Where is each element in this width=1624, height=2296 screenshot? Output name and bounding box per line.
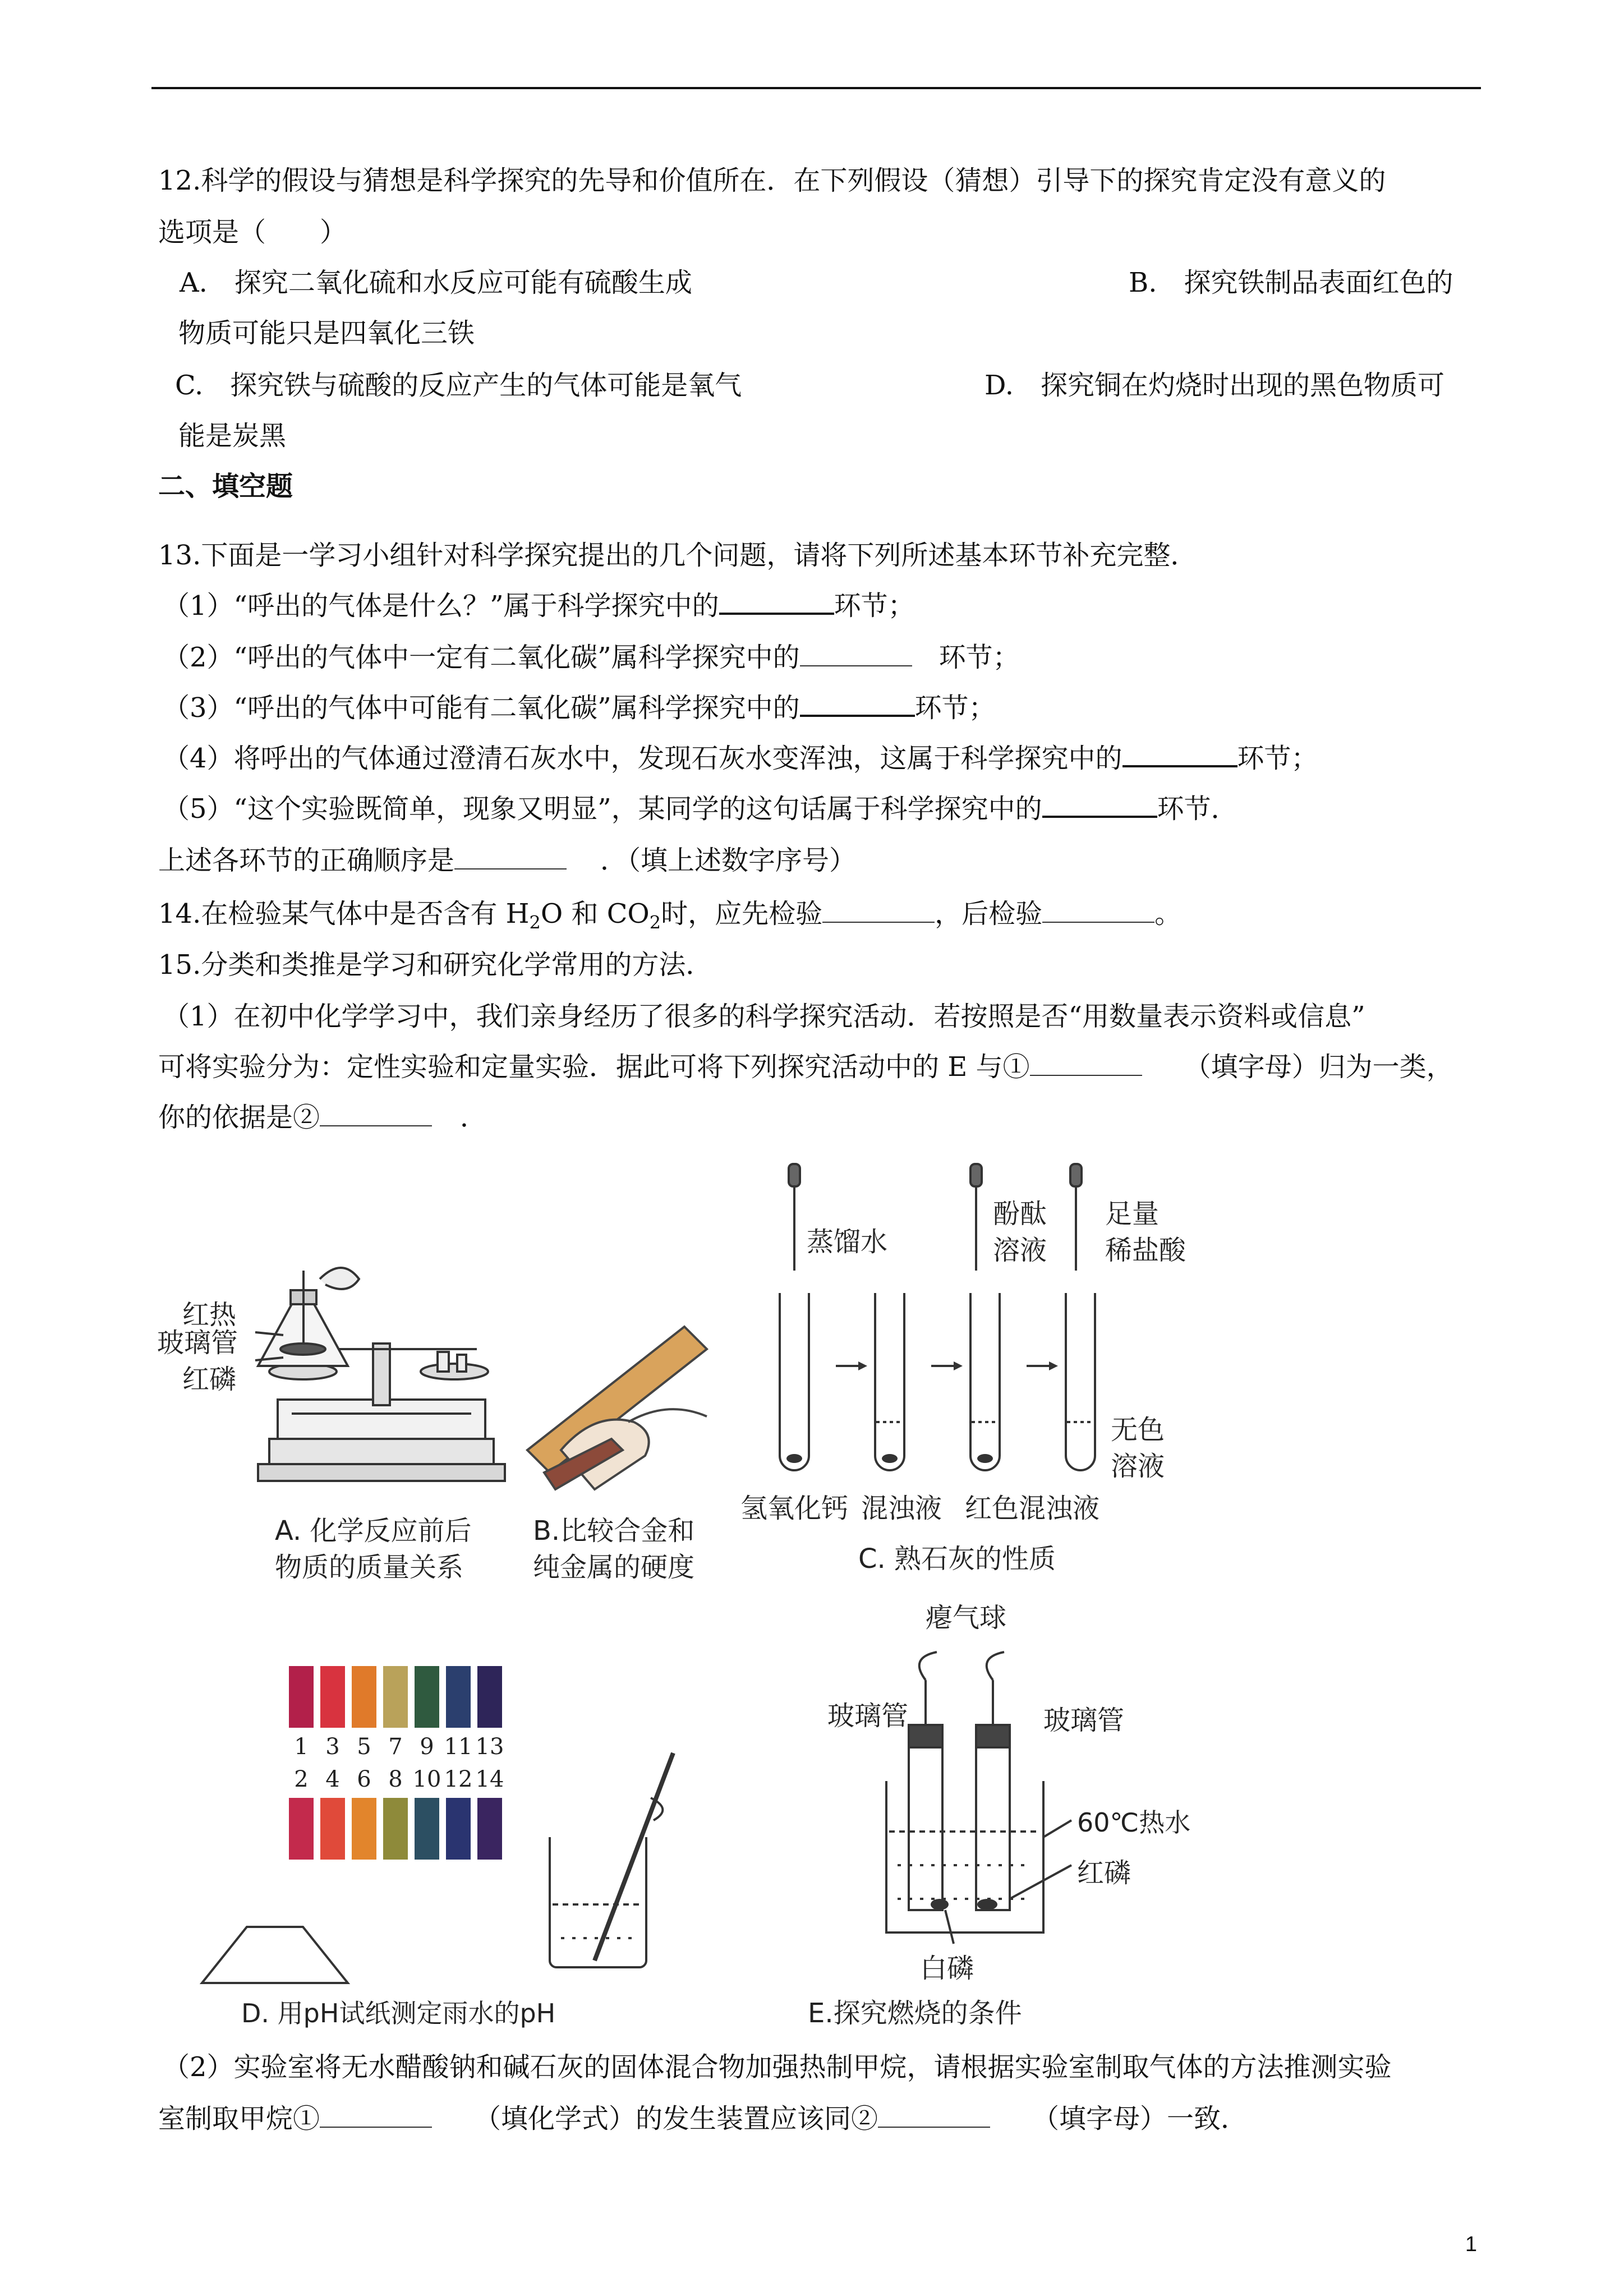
ph-swatch [320, 1798, 345, 1860]
ph-swatch [415, 1666, 439, 1728]
q13-order-tail: ．（填上述数字序号） [600, 845, 857, 876]
q15-part1-line1: （1）在初中化学学习中，我们亲身经历了很多的科学探究活动．若按照是否“用数量表示资料或信息” [163, 1001, 1365, 1032]
q13-item-5 [163, 791, 1238, 827]
q13-item-2-text: （2）“呼出的气体中一定有二氧化碳”属科学探究中的 [163, 642, 800, 673]
ph-swatch [415, 1798, 439, 1860]
answer-blank[interactable] [320, 2104, 432, 2128]
fig-e-balloon: 瘪气球 [926, 1602, 1007, 1634]
ph-swatch [477, 1666, 502, 1728]
fig-c-caption: C. 熟石灰的性质 [858, 1543, 1056, 1575]
q14-subscript-1: 2 [529, 912, 541, 933]
q13-item-2 [163, 639, 1020, 675]
answer-blank[interactable] [800, 692, 915, 717]
q15-part2-mid: （填化学式）的发生装置应该同② [474, 2103, 878, 2134]
ph-number-label: 9 [420, 1734, 434, 1760]
ph-number-label: 5 [357, 1734, 371, 1760]
q13-item-1-tail: 环节； [834, 590, 915, 622]
q14-text-d: ，后检验 [935, 898, 1043, 930]
q15-part2-tail: （填字母）一致． [1032, 2103, 1248, 2134]
ph-number-label: 11 [444, 1734, 473, 1760]
answer-blank[interactable] [1030, 1052, 1142, 1076]
q13-item-4-tail: 环节； [1237, 743, 1318, 774]
fig-c-acid-1: 足量 [1105, 1198, 1160, 1230]
fig-d-caption: D. 用pH试纸测定雨水的pH [241, 1998, 556, 2028]
q12-option-d-continued: 能是炭黑 [178, 420, 287, 452]
ph-number-row-top [294, 1734, 504, 1760]
fig-c-tube-4-label-1: 无色 [1111, 1414, 1165, 1446]
q13-item-4 [163, 740, 1318, 776]
fig-b-caption-2: 纯金属的硬度 [533, 1552, 695, 1583]
q12-option-b-continued: 物质可能只是四氧化三铁 [178, 318, 475, 349]
q13-item-3-text: （3）“呼出的气体中可能有二氧化碳”属科学探究中的 [163, 692, 800, 724]
q15-part1-line3 [158, 1099, 487, 1135]
answer-blank[interactable] [822, 899, 935, 923]
answer-blank[interactable] [1122, 743, 1237, 767]
ph-number-label: 1 [294, 1734, 309, 1760]
q14-text-a: 14.在检验某气体中是否含有 H [158, 898, 530, 930]
q15-stem: 15.分类和类推是学习和研究化学常用的方法． [158, 949, 713, 981]
q15-part1-end: ． [460, 1102, 487, 1133]
q15-part2-line2 [158, 2101, 1248, 2137]
fig-c-tube-1-label: 氢氧化钙 [740, 1493, 849, 1524]
fig-c-tube-4-label-2: 溶液 [1111, 1451, 1165, 1482]
fig-c-phenolphthalein-1: 酚酞 [993, 1198, 1047, 1230]
q13-item-1-text: （1）“呼出的气体是什么？”属于科学探究中的 [163, 590, 719, 622]
q13-order [158, 843, 856, 878]
q14 [158, 896, 1181, 941]
q15-part1-tail: （填字母）归为一类， [1184, 1051, 1453, 1083]
figure-c-arrows [786, 1361, 1058, 1463]
q13-item-3-tail: 环节； [914, 692, 996, 724]
answer-blank[interactable] [800, 643, 912, 666]
q12-option-c: C. 探究铁与硫酸的反应产生的气体可能是氧气 [175, 370, 742, 401]
q14-text-e: 。 [1154, 898, 1182, 930]
ph-color-row-bottom [289, 1798, 502, 1860]
ph-number-label: 7 [388, 1734, 403, 1760]
ph-number-label: 6 [357, 1766, 371, 1792]
q13-item-2-tail: 环节； [938, 642, 1020, 673]
page-number: 1 [1465, 2233, 1477, 2256]
answer-blank[interactable] [1042, 793, 1157, 818]
fig-e-glass-tube-left: 玻璃管 [827, 1700, 909, 1732]
fig-e-caption: E.探究燃烧的条件 [808, 1998, 1022, 2029]
q13-item-4-text: （4）将呼出的气体通过澄清石灰水中，发现石灰水变浑浊，这属于科学探究中的 [163, 743, 1122, 774]
ph-number-label: 13 [475, 1734, 504, 1760]
ph-swatch [446, 1666, 471, 1728]
ph-swatch [289, 1798, 314, 1860]
fig-c-distilled-water: 蒸馏水 [807, 1226, 888, 1258]
ph-swatch [352, 1798, 376, 1860]
q15-part1-text: 可将实验分为：定性实验和定量实验．据此可将下列探究活动中的 E 与① [158, 1051, 1030, 1083]
q15-part1-line2 [158, 1049, 1453, 1085]
q12-line2: 选项是（ ） [158, 217, 347, 248]
ph-number-label: 4 [325, 1766, 340, 1792]
figure-e-apparatus [886, 1652, 1071, 1944]
fig-c-tube-3-label: 红色混浊液 [965, 1493, 1100, 1524]
q13-order-text: 上述各环节的正确顺序是 [158, 845, 455, 876]
answer-blank[interactable] [320, 1103, 432, 1126]
ph-number-label: 3 [325, 1734, 340, 1760]
q13-item-5-text: （5）“这个实验既简单，现象又明显”，某同学的这句话属于科学探究中的 [163, 793, 1042, 825]
fig-e-hot-water: 60℃热水 [1077, 1807, 1191, 1838]
fig-b-caption-1: B.比较合金和 [533, 1515, 695, 1547]
q13-item-1 [163, 588, 915, 624]
ph-number-label: 12 [444, 1766, 473, 1792]
q15-part2-line1: （2）实验室将无水醋酸钠和碱石灰的固体混合物加强热制甲烷，请根据实验室制取气体的方法推测实验 [163, 2051, 1392, 2083]
ph-color-row-top [289, 1666, 502, 1728]
ph-swatch [352, 1666, 376, 1728]
q13-item-5-tail: 环节． [1157, 793, 1238, 825]
answer-blank[interactable] [454, 846, 567, 869]
q12-line1: 12.科学的假设与猜想是科学探究的先导和价值所在．在下列假设（猜想）引导下的探究肯定没有意义的 [158, 165, 1386, 196]
fig-a-label-glass-tube: 玻璃管 [157, 1327, 238, 1359]
fig-c-acid-2: 稀盐酸 [1105, 1235, 1186, 1266]
q14-text-b: O 和 CO [540, 898, 650, 930]
ph-number-row-bottom [294, 1766, 504, 1792]
ph-number-label: 14 [475, 1766, 504, 1792]
figure-c-test-tubes [780, 1164, 1095, 1470]
ph-swatch [289, 1666, 314, 1728]
q13-stem: 13.下面是一学习小组针对科学探究提出的几个问题，请将下列所述基本环节补充完整． [158, 540, 1198, 571]
fig-a-label-red-hot: 红热 [182, 1299, 237, 1331]
ph-swatch [477, 1798, 502, 1860]
fig-c-tube-2-label: 混浊液 [861, 1493, 942, 1524]
experiment-figure [157, 1158, 1296, 2036]
fig-e-glass-tube-right: 玻璃管 [1043, 1705, 1125, 1736]
fig-a-caption-2: 物质的质量关系 [275, 1552, 464, 1583]
ph-swatch [383, 1666, 408, 1728]
ph-number-label: 8 [388, 1766, 403, 1792]
q14-subscript-2: 2 [649, 912, 661, 933]
fig-a-caption-1: A. 化学反应前后 [275, 1515, 472, 1547]
q12-option-d: D. 探究铜在灼烧时出现的黑色物质可 [984, 370, 1445, 401]
q14-text-c: 时，应先检验 [661, 898, 823, 930]
fig-a-label-red-phosphorus: 红磷 [182, 1364, 237, 1395]
q12-option-a: A. 探究二氧化硫和水反应可能有硫酸生成 [180, 267, 692, 298]
q15-part2-text: 室制取甲烷① [158, 2103, 320, 2134]
ph-number-label: 10 [412, 1766, 441, 1792]
section-title: 二、填空题 [158, 471, 293, 502]
answer-blank[interactable] [1042, 899, 1154, 923]
figure-b-hardness [527, 1327, 707, 1489]
figure-e-phosphorus [931, 1899, 997, 1910]
q12-option-b: B. 探究铁制品表面红色的 [1129, 267, 1453, 298]
figure-a-balance [255, 1268, 505, 1481]
answer-blank[interactable] [878, 2104, 990, 2128]
fig-e-white-phosphorus: 白磷 [920, 1953, 974, 1984]
answer-blank[interactable] [719, 590, 834, 615]
q13-item-3 [163, 690, 996, 726]
header-rule [151, 87, 1481, 89]
ph-swatch [383, 1798, 408, 1860]
ph-swatch [320, 1666, 345, 1728]
ph-swatch [446, 1798, 471, 1860]
fig-c-phenolphthalein-2: 溶液 [993, 1235, 1047, 1266]
q15-part1-basis: 你的依据是② [158, 1102, 320, 1133]
fig-e-red-phosphorus: 红磷 [1077, 1857, 1131, 1889]
ph-number-label: 2 [294, 1766, 309, 1792]
